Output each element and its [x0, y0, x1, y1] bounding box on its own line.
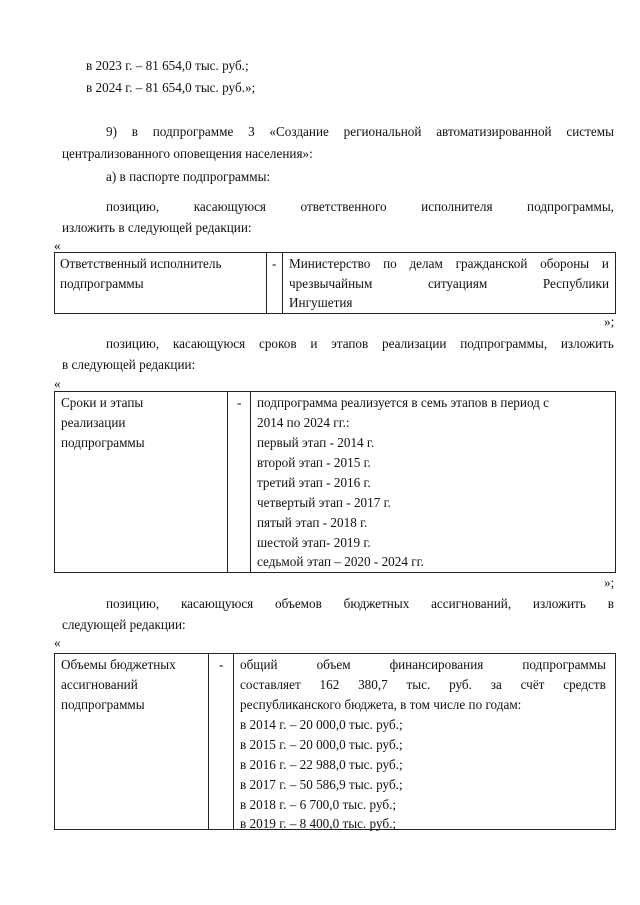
- open-quote: «: [54, 238, 61, 253]
- terms-dash-cell: -: [228, 392, 251, 573]
- responsible-dash-cell: -: [267, 253, 283, 314]
- para-terms-line1: позицию, касающуюся сроков и этапов реализации подпрограммы, изложить: [106, 336, 614, 351]
- para-responsible-line2: изложить в следующей редакции:: [62, 220, 252, 235]
- terms-table: [54, 391, 616, 573]
- text-line-2024: в 2024 г. – 81 654,0 тыс. руб.»;: [86, 80, 256, 95]
- item9-line2: централизованного оповещения населения»:: [62, 146, 313, 161]
- item9-line1: 9) в подпрограмме 3 «Создание региональной автоматизированной системы: [106, 124, 614, 139]
- budget-value-cell: общий объем финансирования подпрограммы составляет 162 380,7 тыс. руб. за счёт средств республиканского бюджета, в том числе по годам: в 2014 г. – 20 000,0 тыс. руб.; в 2015 г. – 20 000,0 тыс. руб.; в 2016 г. – 22 988,0 тыс. руб.; в 2017 г. – 50 586,9 тыс. руб.; в 2018 г. – 6 700,0 тыс. руб.; в 2019 г. – 8 400,0 тыс. руб.;: [234, 654, 616, 830]
- close-quote: »;: [604, 314, 615, 329]
- para-budget-line2: следующей редакции:: [62, 617, 186, 632]
- terms-label-cell: Сроки и этапы реализации подпрограммы: [55, 392, 228, 573]
- open-quote: «: [54, 376, 61, 391]
- budget-table: [54, 653, 616, 830]
- para-budget-line1: позицию, касающуюся объемов бюджетных ассигнований, изложить в: [106, 596, 614, 611]
- para-terms-line2: в следующей редакции:: [62, 357, 196, 372]
- text-line-2023: в 2023 г. – 81 654,0 тыс. руб.;: [86, 58, 249, 73]
- responsible-label-cell: Ответственный исполнитель подпрограммы: [55, 253, 267, 314]
- terms-value-cell: подпрограмма реализуется в семь этапов в период с 2014 по 2024 гг.: первый этап - 2014 г. второй этап - 2015 г. третий этап - 2016 г. четвертый этап - 2017 г. пятый этап - 2018 г. шестой этап- 2019 г. седьмой этап – 2020 - 2024 гг.: [251, 392, 616, 573]
- subitem-a: а) в паспорте подпрограммы:: [106, 169, 271, 184]
- responsible-table: [54, 252, 616, 314]
- open-quote: «: [54, 635, 61, 650]
- budget-label-cell: Объемы бюджетных ассигнований подпрограммы: [55, 654, 209, 830]
- responsible-value-cell: Министерство по делам гражданской обороны и чрезвычайным ситуациям Республики Ингушетия: [283, 253, 616, 314]
- budget-dash-cell: -: [209, 654, 234, 830]
- para-responsible-line1: позицию, касающуюся ответственного исполнителя подпрограммы,: [106, 199, 614, 214]
- close-quote: »;: [604, 575, 615, 590]
